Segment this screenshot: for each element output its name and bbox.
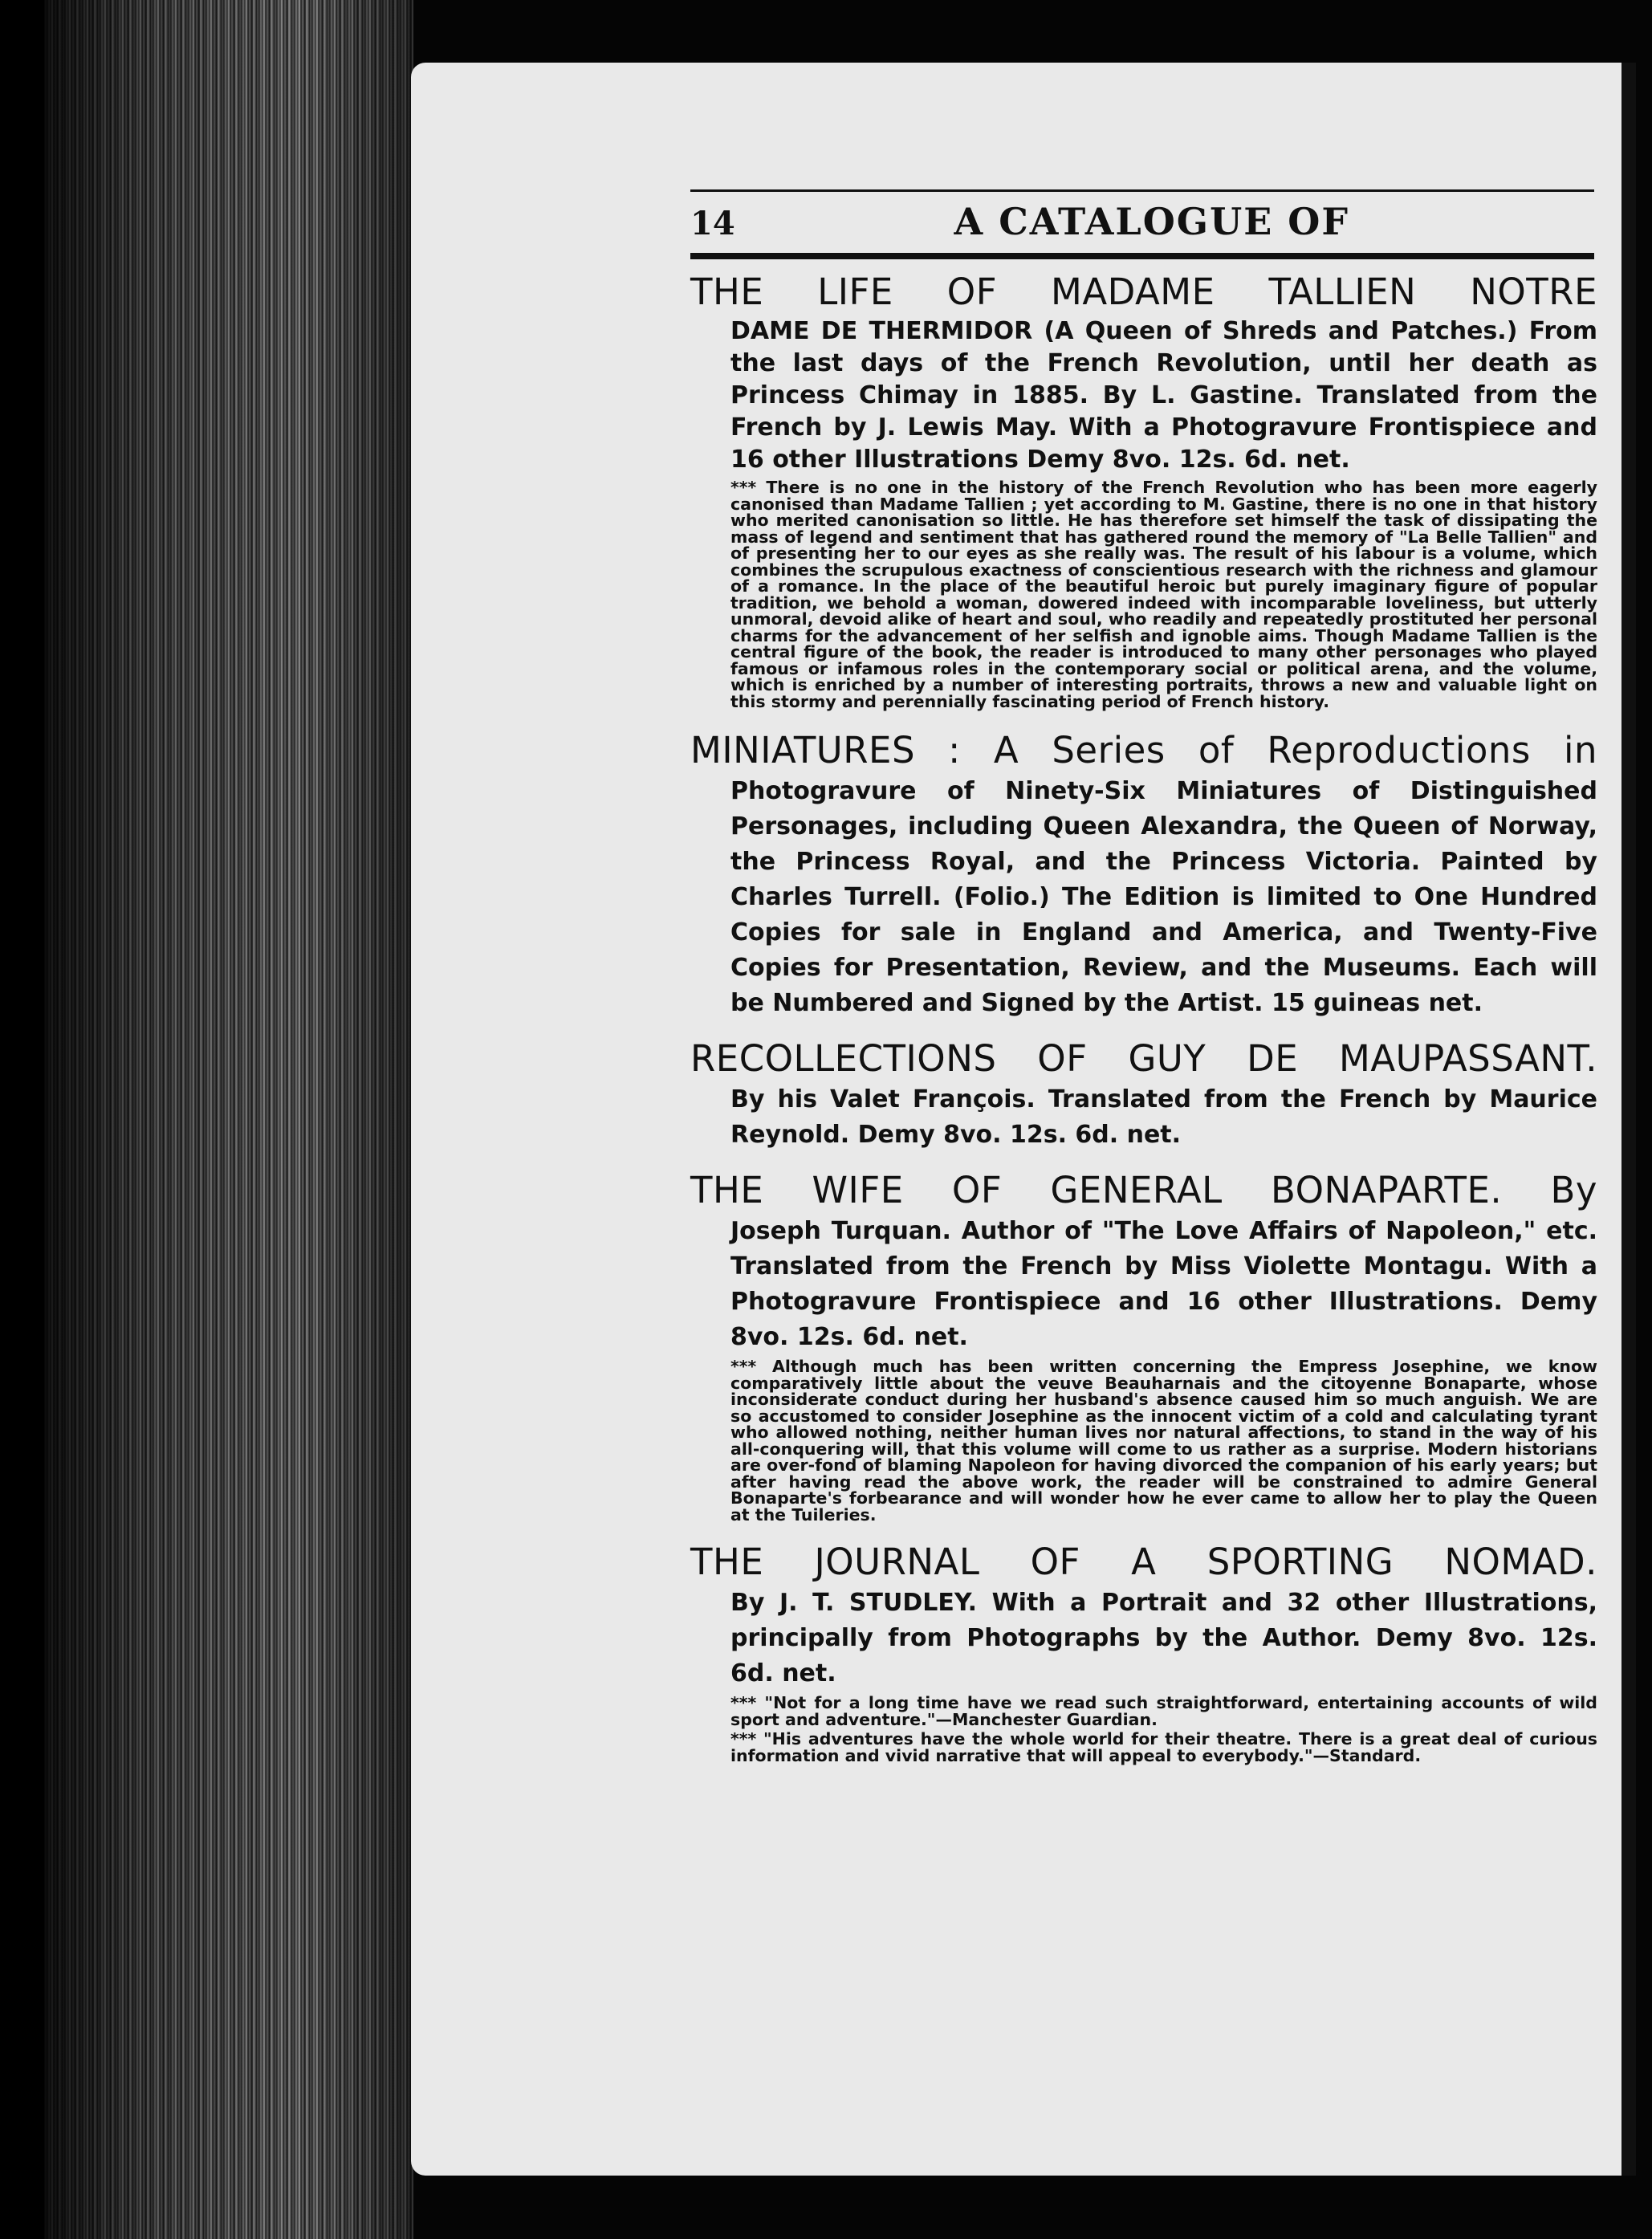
entry-title: THE WIFE OF GENERAL BONAPARTE. By bbox=[690, 1169, 1597, 1211]
entry-description: Joseph Turquan. Author of "The Love Affairs of Napoleon," etc. Translated from the French by Miss Violette Montagu. With a Photogravure Frontispiece and 16 other Illustrations. Demy 8vo. 12s. 6d. net. bbox=[730, 1217, 1597, 1351]
catalogue-entry bbox=[690, 727, 1597, 1021]
entry-title: THE LIFE OF MADAME TALLIEN NOTRE bbox=[690, 271, 1597, 313]
entry-title: MINIATURES : A Series of Reproductions in bbox=[690, 729, 1597, 771]
entry-description: Photogravure of Ninety-Six Miniatures of Distinguished Personages, including Queen Alexandra, the Queen of Norway, the Princess Royal, and the Princess Victoria. Painted by Charles Turrell. (Folio.) The Edition is limited to One Hundred Copies for sale in England and America, and Twenty-Five Copies for Presentation, Review, and the Museums. Each will be Numbered and Signed by the Artist. 15 guineas net. bbox=[730, 777, 1597, 1017]
catalogue-entry bbox=[690, 1167, 1597, 1523]
entry-description: By his Valet François. Translated from the French by Maurice Reynold. Demy 8vo. 12s. 6d. net. bbox=[730, 1085, 1597, 1149]
catalogue-entry bbox=[690, 269, 1597, 710]
entry-description: By J. T. STUDLEY. With a Portrait and 32 other Illustrations, principally from Photographs by the Author. Demy 8vo. 12s. 6d. net. bbox=[730, 1589, 1597, 1687]
catalogue-entry bbox=[690, 1036, 1597, 1153]
catalogue-entry bbox=[690, 1539, 1597, 1764]
page-edges-shadow bbox=[44, 0, 413, 2239]
entry-description: DAME DE THERMIDOR (A Queen of Shreds and Patches.) From the last days of the French Revolution, until her death as Princess Chimay in 1885. By L. Gastine. Translated from the French by J. Lewis May. With a Photogravure Frontispiece and 16 other Illustrations Demy 8vo. 12s. 6d. net. bbox=[730, 317, 1597, 474]
page-right-edge bbox=[1621, 63, 1636, 2176]
background-dark-edge bbox=[0, 0, 48, 2239]
entry-note: *** There is no one in the history of the French Revolution who has been more eagerly canonised than Madame Tallien ; yet according to M. Gastine, there is no one in that history who merited canonisation so little. He has therefore set himself the task of dissipating the mass of legend and sentiment that has gathered round the memory of "La Belle Tallien" and of presenting her to our eyes as she really was. The result of his labour is a volume, which combines the scrupulous exactness of conscientious research with the richness and glamour of a romance. In the place of the beautiful heroic but purely imaginary figure of popular tradition, we behold a woman, dowered indeed with incomparable loveliness, but utterly unmoral, devoid alike of heart and soul, who readily and repeatedly prostituted her personal charms for the advancement of her selfish and ignoble aims. Though Madame Tallien is the central figure of the book, the reader is introduced to many other personages who played famous or infamous roles in the contemporary social or political arena, and the volume, which is enriched by a number of interesting portraits, throws a new and valuable light on this stormy and perennially fascinating period of French history. bbox=[730, 478, 1597, 711]
header-top-rule bbox=[690, 189, 1594, 192]
entry-title: THE JOURNAL OF A SPORTING NOMAD. bbox=[690, 1541, 1597, 1583]
entry-note: *** "Not for a long time have we read such straightforward, entertaining accounts of wild sport and adventure."—Manchester Guardian. bbox=[730, 1693, 1597, 1729]
page-number: 14 bbox=[690, 205, 735, 242]
entry-note: *** "His adventures have the whole world for their theatre. There is a great deal of curious information and vivid narrative that will appeal to everybody."—Standard. bbox=[730, 1729, 1597, 1765]
running-title: A CATALOGUE OF bbox=[954, 200, 1349, 243]
entry-note: *** Although much has been written concerning the Empress Josephine, we know comparatively little about the veuve Beauharnais and the citoyenne Bonaparte, whose inconsiderate conduct during her husband's absence caused him so much anguish. We are so accustomed to consider Josephine as the innocent victim of a cold and calculating tyrant who allowed nothing, neither human lives nor natural affections, to stand in the way of his all-conquering will, that this volume will come to us rather as a surprise. Modern historians are over-fond of blaming Napoleon for having divorced the companion of his early years; but after having read the above work, the reader will be constrained to admire General Bonaparte's forbearance and will wonder how he ever came to allow her to play the Queen at the Tuileries. bbox=[730, 1357, 1597, 1525]
header-bottom-rule bbox=[690, 253, 1594, 259]
page-content bbox=[690, 189, 1597, 1764]
page-header bbox=[690, 200, 1594, 251]
entry-title: RECOLLECTIONS OF GUY DE MAUPASSANT. bbox=[690, 1037, 1597, 1080]
